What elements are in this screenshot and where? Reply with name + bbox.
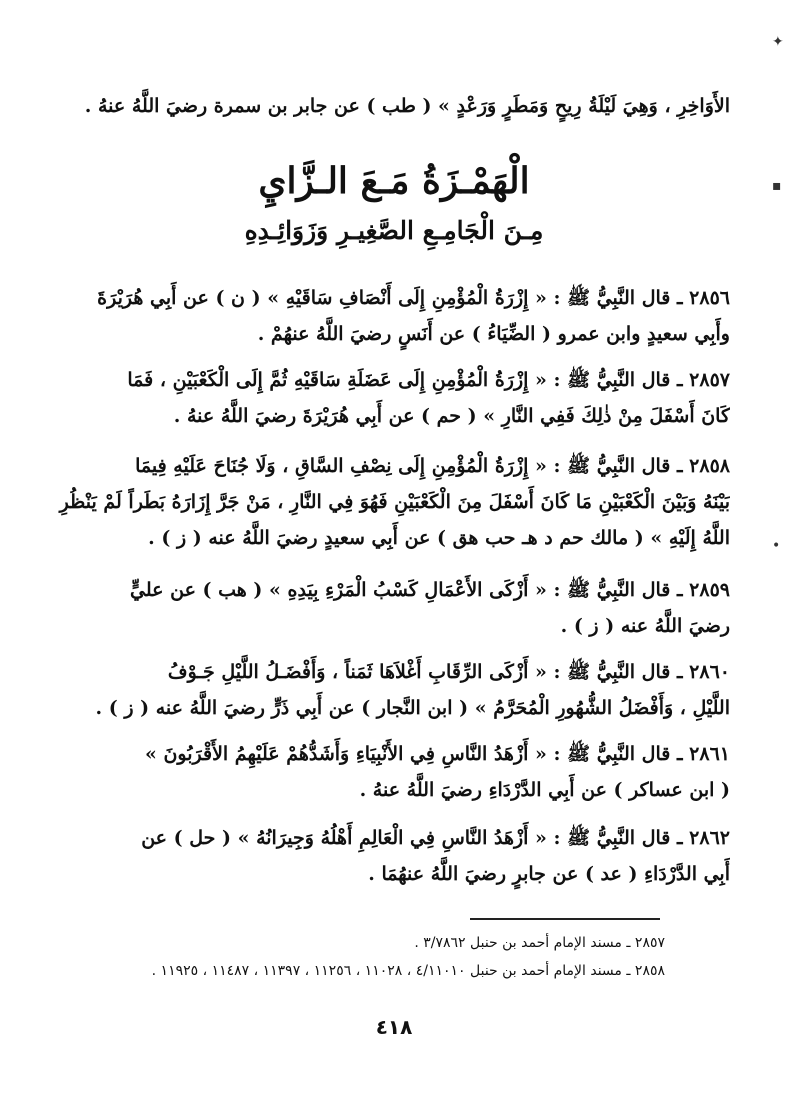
- footnote-2858: ٢٨٥٨ ـ مسند الإمام أحمد بن حنبل ٤/١١٠١٠ ، ١١٠٢٨ ، ١١٢٥٦ ، ١١٣٩٧ ، ١١٤٨٧ ، ١١٩٢٥ .: [151, 963, 665, 979]
- text-line: اللَّيْلِ ، وَأَفْضَلُ الشُّهُورِ الْمُحَرَّمُ » ( ابن النَّجار ) عن أَبِي ذَرٍّ رضيَ اللَّهُ عنه ( ز ) .: [95, 697, 730, 719]
- footnote-divider: [470, 918, 660, 920]
- hadith-2856: [40, 280, 730, 352]
- text-line: ٢٨٦٠ ـ قال النَّبِيُّ ﷺ : « أَزْكَى الرِّقَابِ أَغْلاَهَا ثَمَناً ، وَأَفْضَـلُ اللَّيْلِ جَـوْفُ: [167, 661, 730, 683]
- section-subheading: مِـنَ الْجَامِـعِ الصَّغِيـرِ وَزَوَائِـدِهِ: [244, 216, 544, 245]
- hadith-2861: [40, 736, 730, 808]
- text-line: ٢٨٦١ ـ قال النَّبِيُّ ﷺ : « أَزْهَدُ النَّاسِ فِي الأَنْبِيَاءِ وَأَشَدُّهُمْ عَلَيْهِمُ الأَقْرَبُونَ »: [144, 743, 730, 765]
- text-line: ٢٨٥٨ ـ قال النَّبِيُّ ﷺ : « إِزْرَةُ الْمُؤْمِنِ إِلَى نِصْفِ السَّاقِ ، وَلَا جُنَاحَ عَلَيْهِ فِيمَا: [135, 455, 730, 477]
- hadith-2859: [40, 572, 730, 644]
- hadith-2857: [40, 362, 730, 434]
- footnote-2857: ٢٨٥٧ ـ مسند الإمام أحمد بن حنبل ٣/٧٨٦٢ .: [414, 935, 665, 951]
- scan-mark: ▪: [772, 178, 782, 194]
- text-line: رضيَ اللَّهُ عنه ( ز ) .: [560, 615, 730, 637]
- text-line: ٢٨٥٩ ـ قال النَّبِيُّ ﷺ : « أَزْكَى الأَعْمَالِ كَسْبُ الْمَرْءِ بِيَدِهِ » ( هب ) عن عليٍّ: [130, 579, 730, 601]
- text-line: ٢٨٥٦ ـ قال النَّبِيُّ ﷺ : « إِزْرَةُ الْمُؤْمِنِ إِلَى أَنْصَافِ سَاقَيْهِ » ( ن ) عن أَبِي هُرَيْرَةَ: [97, 287, 730, 309]
- hadith-2858: [40, 448, 730, 556]
- text-line: ( ابن عساكر ) عن أَبِي الدَّرْدَاءِ رضيَ اللَّهُ عنهُ .: [359, 779, 730, 801]
- scan-mark: ✦: [772, 34, 784, 50]
- page-number: ٤١٨: [375, 1015, 413, 1039]
- text-line: بَيْنَهُ وَبَيْنَ الْكَعْبَيْنِ مَا كَانَ أَسْفَلَ مِنَ الْكَعْبَيْنِ فَهُوَ فِي النَّارِ ، مَنْ جَرَّ إِزَارَهُ بَطَراً لَمْ يَنْظُرِ: [59, 491, 730, 513]
- text-line: الأَوَاخِرِ ، وَهِيَ لَيْلَةُ رِيحٍ وَمَطَرٍ وَرَعْدٍ » ( طب ) عن جابر بن سمرة رضيَ اللَّهُ عنهُ .: [84, 95, 730, 117]
- text-line: كَانَ أَسْفَلَ مِنْ ذٰلِكَ فَفِي النَّارِ » ( حم ) عن أَبِي هُرَيْرَةَ رضيَ اللَّهُ عنهُ .: [173, 405, 730, 427]
- text-line: وأَبِي سعيدٍ وابن عمرو ( الضِّيَاءُ ) عن أَنَسٍ رضيَ اللَّهُ عنهُمْ .: [257, 323, 730, 345]
- scan-mark: •: [772, 538, 781, 554]
- text-line: ٢٨٥٧ ـ قال النَّبِيُّ ﷺ : « إِزْرَةُ الْمُؤْمِنِ إِلَى عَضَلَةِ سَاقَيْهِ ثُمَّ إِلَى الْكَعْبَيْنِ ، فَمَا: [127, 369, 730, 391]
- hadith-2862: [40, 820, 730, 892]
- hadith-2860: [40, 654, 730, 726]
- section-heading: الْهَمْـزَةُ مَـعَ الـزَّايِ: [258, 160, 530, 202]
- text-line: اللَّهُ إِلَيْهِ » ( مالك حم د هـ حب هق ) عن أَبِي سعيدٍ رضيَ اللَّهُ عنه ( ز ) .: [148, 527, 730, 549]
- continued-hadith-line: [40, 88, 730, 124]
- text-line: ٢٨٦٢ ـ قال النَّبِيُّ ﷺ : « أَزْهَدُ النَّاسِ فِي الْعَالِمِ أَهْلُهُ وَجِيرَانُهُ » ( حل ) عن: [141, 827, 730, 849]
- text-line: أَبِي الدَّرْدَاءِ ( عد ) عن جابرٍ رضيَ اللَّهُ عنهُمَا .: [368, 863, 730, 885]
